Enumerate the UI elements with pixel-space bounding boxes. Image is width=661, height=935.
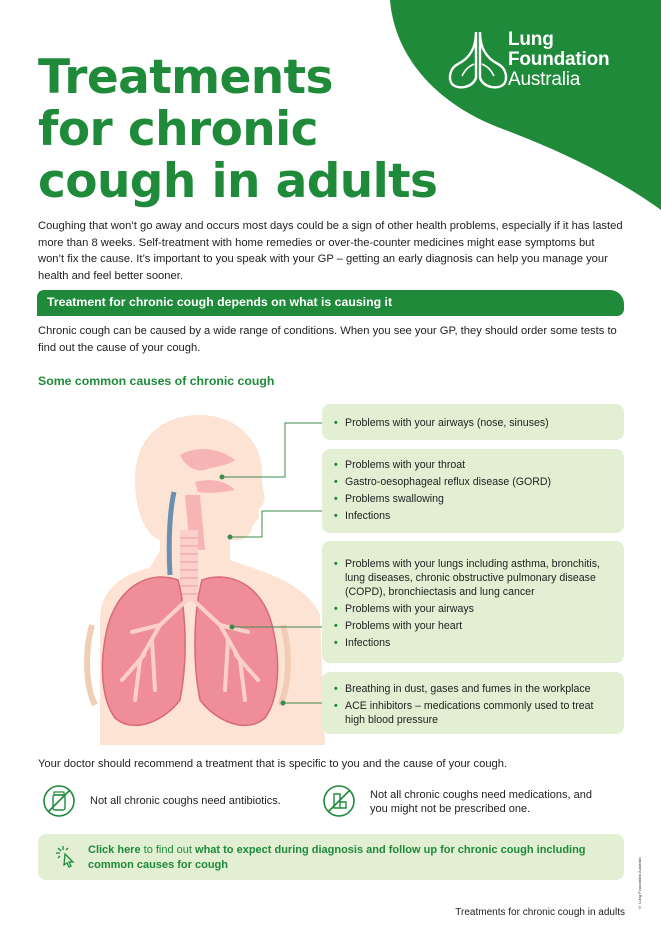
note-antibiotics: Not all chronic coughs need antibiotics. xyxy=(90,795,281,807)
list-item: • Problems with your heart xyxy=(332,619,614,633)
note-medications: Not all chronic coughs need medications, and you might not be prescribed one. xyxy=(370,789,592,815)
title-line-3: cough in adults xyxy=(38,154,438,209)
cause-box-throat xyxy=(322,449,624,533)
logo-line-3: Australia xyxy=(508,69,581,90)
list-item: • Infections xyxy=(332,636,614,650)
intro-paragraph: Coughing that won’t go away and occurs most days could be a sign of other health problems, especially if it has lasted more than 8 weeks. Self-treatment with home remedies or over-the-counter medicines might ease symptoms but won’t fix the cause. It’s important to you speak with your GP – getting an early diagnosis can help you manage your health and feel better sooner. xyxy=(38,220,623,282)
footer-title: Treatments for chronic cough in adults xyxy=(455,907,625,918)
list-item: • Problems swallowing xyxy=(332,492,614,506)
no-inhaler-icon xyxy=(322,784,356,818)
cause-box-airways xyxy=(322,404,624,440)
list-item: • Problems with your throat xyxy=(332,458,614,472)
list-item: • Infections xyxy=(332,509,614,523)
click-pointer-icon[interactable] xyxy=(54,844,78,868)
cause-box-workplace xyxy=(322,672,624,734)
list-item: • Problems with your lungs including asthma, bronchitis, lung diseases, chronic obstructive pulmonary disease (COPD), bronchiectasis and lung cancer xyxy=(332,557,614,599)
cta-rest: what to expect during diagnosis and follow up for chronic cough including common causes for cough xyxy=(88,844,586,871)
list-item: • ACE inhibitors – medications commonly used to treat high blood pressure xyxy=(332,699,614,727)
cause-box-lungs xyxy=(322,541,624,663)
no-antibiotics-icon xyxy=(42,784,76,818)
doctor-note: Your doctor should recommend a treatment that is specific to you and the cause of your cough. xyxy=(38,758,508,770)
list-item: • Breathing in dust, gases and fumes in the workplace xyxy=(332,682,614,696)
title-line-1: Treatments xyxy=(38,50,333,105)
causes-heading: Some common causes of chronic cough xyxy=(38,374,275,388)
section-body: Chronic cough can be caused by a wide range of conditions. When you see your GP, they should order some tests to find out the cause of your cough. xyxy=(38,325,617,354)
list-item: • Problems with your airways xyxy=(332,602,614,616)
copyright-note: © Lung Foundation Australia xyxy=(637,857,642,910)
section-heading: Treatment for chronic cough depends on what is causing it xyxy=(47,295,393,309)
click-here-link[interactable]: Click here xyxy=(88,844,141,856)
logo-line-1: Lung xyxy=(508,29,554,50)
list-item: • Problems with your airways (nose, sinuses) xyxy=(332,416,614,430)
title-line-2: for chronic xyxy=(38,102,318,157)
cta-middle: to find out xyxy=(140,844,196,856)
cta-text xyxy=(88,843,608,872)
list-item: • Gastro-oesophageal reflux disease (GORD) xyxy=(332,475,614,489)
logo-line-2: Foundation xyxy=(508,49,610,70)
